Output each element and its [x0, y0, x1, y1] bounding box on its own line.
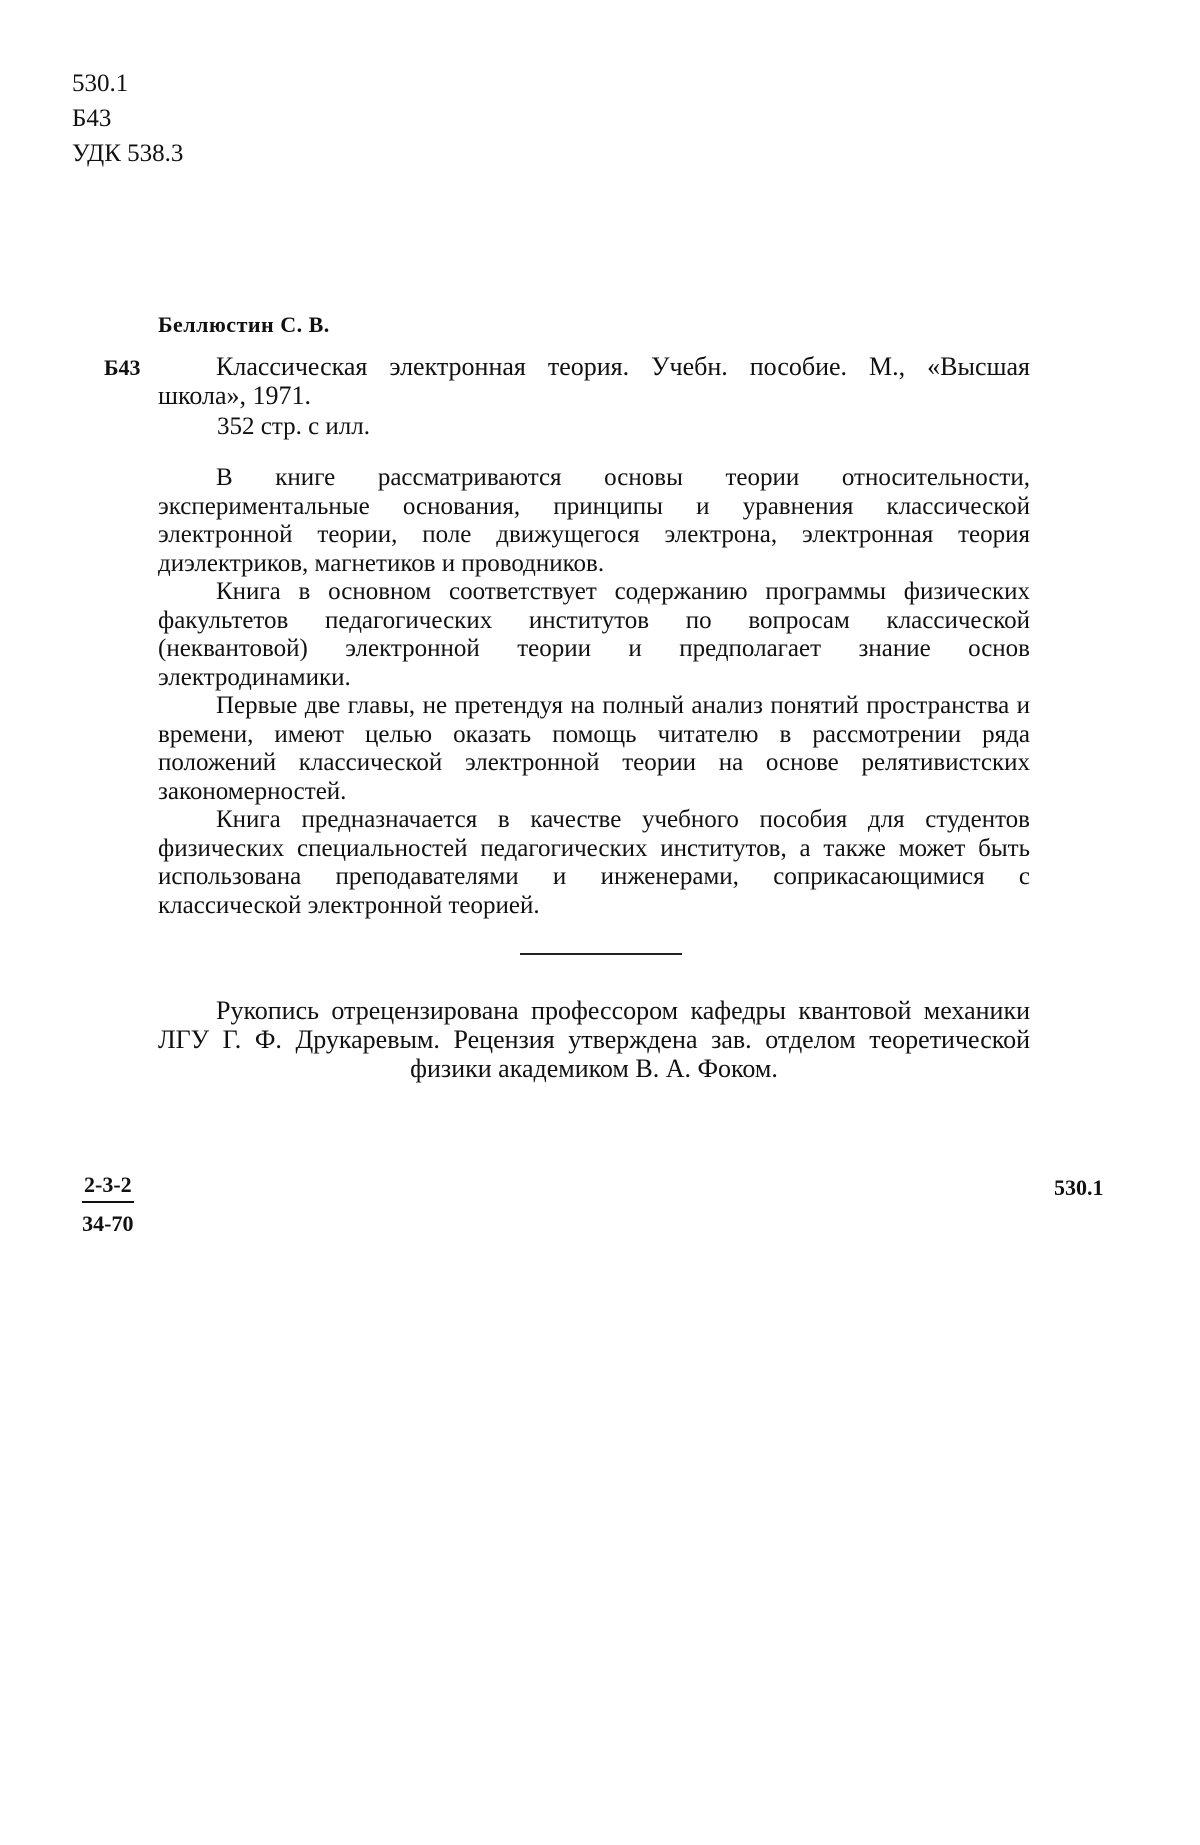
abstract [158, 464, 1030, 920]
page-count: 352 стр. с илл. [217, 413, 371, 440]
author-mark: Б43 [72, 105, 112, 132]
review-note: Рукопись отрецензирована профессором кафедры квантовой механики ЛГУ Г. Ф. Друкаревым. Рецензия утверждена зав. отделом теоретической физики академиком В. А. Фоком. [158, 996, 1030, 1083]
footer-bbk-index: 530.1 [1054, 1175, 1104, 1200]
bibliographic-title: Классическая электронная теория. Учебн. пособие. М., «Высшая школа», 1971. [158, 352, 1030, 410]
section-divider [520, 953, 682, 955]
classification-block [72, 66, 183, 171]
abstract-paragraph: Книга предназначается в качестве учебного пособия для студентов физических специальностей педагогических институтов, а также может быть использована преподавателями и инженерами, соприкасающимися с классической электронной теорией. [158, 806, 1030, 919]
bibliographic-code: Б43 [104, 355, 141, 380]
publisher-code-denominator: 34-70 [82, 1211, 134, 1236]
publisher-code [82, 1172, 134, 1237]
abstract-paragraph: Первые две главы, не претендуя на полный анализ понятий пространства и времени, имеют целью оказать помощь читателю в рассмотрении ряда положений классической электронной теории на основе релятивистских закономерностей. [158, 692, 1030, 805]
abstract-paragraph: Книга в основном соответствует содержанию программы физических факультетов педагогических институтов по вопросам классической (неквантовой) электронной теории и предполагает знание основ электродинамики. [158, 578, 1030, 691]
author-name: Беллюстин С. В. [158, 312, 330, 337]
udc-index: УДК 538.3 [72, 140, 184, 167]
abstract-paragraph: В книге рассматриваются основы теории относительности, экспериментальные основания, принципы и уравнения классической электронной теории, поле движущегося электрона, электронная теория диэлектриков, магнетиков и проводников. [158, 464, 1030, 577]
bbk-index: 530.1 [72, 70, 129, 97]
publisher-code-numerator: 2-3-2 [82, 1172, 134, 1203]
